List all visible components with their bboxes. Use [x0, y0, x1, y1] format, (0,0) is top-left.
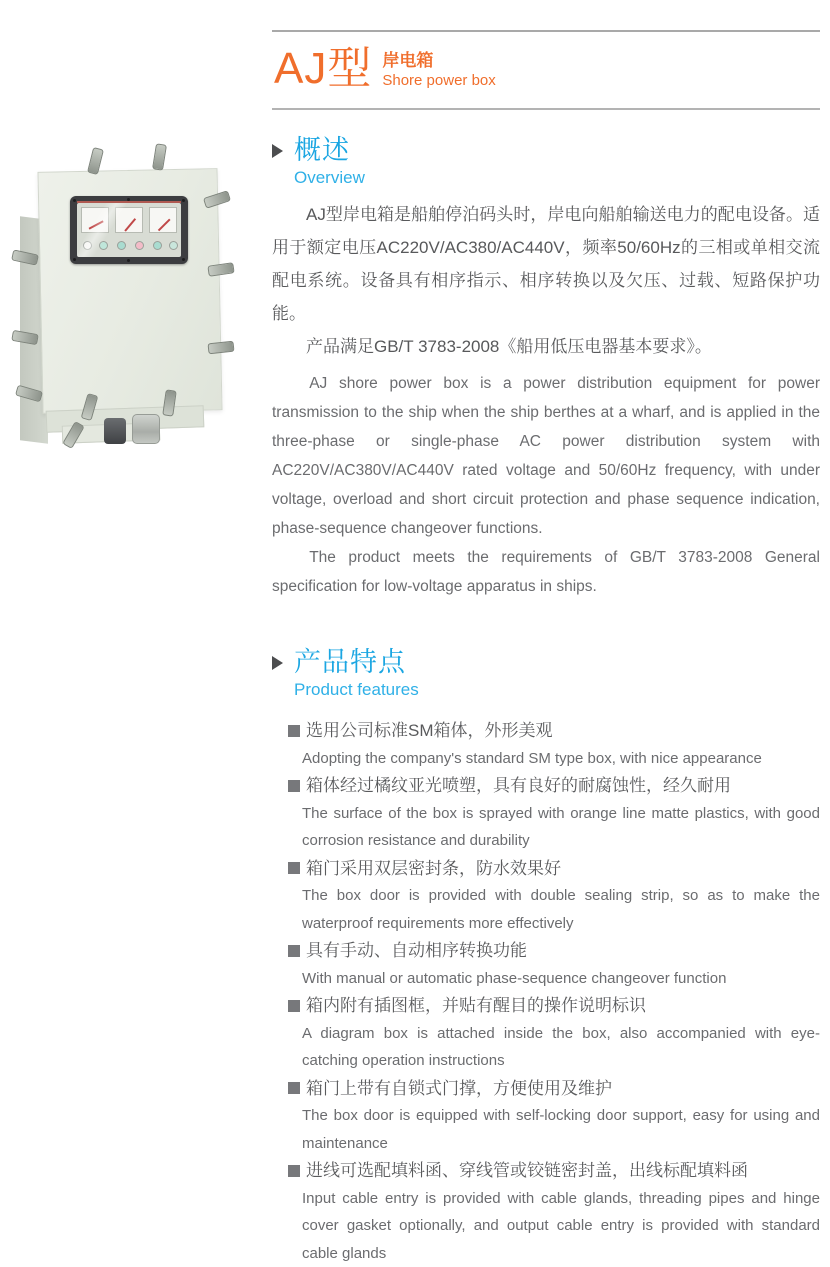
product-model: AJ型 — [274, 44, 372, 94]
feature-en: Adopting the company's standard SM type box, with nice appearance — [302, 745, 820, 773]
triangle-marker-icon — [272, 144, 283, 158]
bolt-icon — [73, 258, 76, 261]
overview-paragraph-zh-1: AJ型岸电箱是船舶停泊码头时，岸电向船舶输送电力的配电设备。适用于额定电压AC220V/AC380/AC440V，频率50/60Hz的三相或单相交流配电系统。设备具有相序指示、相序转换以及欠压、过载、短路保护功能。 — [272, 198, 820, 330]
indicator-light-icon — [153, 241, 162, 250]
feature-zh: 箱门上带有自锁式门撑，方便使用及维护 — [306, 1075, 612, 1103]
indicator-light-icon — [169, 241, 178, 250]
square-bullet-icon — [288, 1165, 300, 1177]
feature-item — [272, 717, 820, 772]
features-section-header — [272, 647, 820, 701]
cable-gland-icon — [132, 414, 160, 444]
bolt-icon — [182, 199, 185, 202]
feature-zh: 箱门采用双层密封条，防水效果好 — [306, 855, 561, 883]
indicator-light-icon — [135, 241, 144, 250]
product-title-block — [272, 32, 820, 108]
window-glass — [77, 203, 181, 257]
product-name-block — [382, 44, 495, 90]
feature-en: Input cable entry is provided with cable glands, threading pipes and hinge cover gasket optionally, and output cable entry is provided with standard cable glands — [302, 1185, 820, 1267]
meter-window — [70, 196, 188, 264]
square-bullet-icon — [288, 862, 300, 874]
latch-clamp-icon — [207, 262, 234, 277]
product-photo — [6, 156, 242, 456]
overview-title-zh: 概述 — [294, 135, 365, 166]
feature-list — [272, 717, 820, 1267]
feature-item — [272, 1157, 820, 1267]
feature-item — [272, 992, 820, 1075]
content-column — [272, 0, 820, 1267]
square-bullet-icon — [288, 1000, 300, 1012]
square-bullet-icon — [288, 1082, 300, 1094]
overview-paragraph-en-1: AJ shore power box is a power distribution equipment for power transmission to the ship when the ship berthes at a wharf, and is applied in the three-phase or single-phase AC power distribution system with AC220V/AC380V/AC440V rated voltage and 50/60Hz frequency, with under voltage, overload and short circuit protection and phase sequence indication, phase-sequence changeover functions. — [272, 369, 820, 543]
square-bullet-icon — [288, 725, 300, 737]
overview-section-header — [272, 135, 820, 189]
overview-paragraph-en-2: The product meets the requirements of GB/T 3783-2008 General specification for low-voltage apparatus in ships. — [272, 543, 820, 601]
bolt-icon — [127, 259, 130, 262]
indicator-light-icon — [117, 241, 126, 250]
feature-item — [272, 1075, 820, 1158]
feature-en: With manual or automatic phase-sequence changeover function — [302, 965, 820, 993]
latch-clamp-icon — [152, 143, 167, 170]
bolt-icon — [182, 258, 185, 261]
analog-meter-icon — [149, 207, 177, 233]
product-name-zh: 岸电箱 — [382, 51, 495, 71]
feature-zh: 具有手动、自动相序转换功能 — [306, 937, 527, 965]
overview-title-en: Overview — [294, 166, 365, 189]
square-bullet-icon — [288, 945, 300, 957]
feature-en: The surface of the box is sprayed with orange line matte plastics, with good corrosion resistance and durability — [302, 800, 820, 855]
feature-zh: 选用公司标准SM箱体，外形美观 — [306, 717, 553, 745]
feature-zh: 进线可选配填料函、穿线管或铰链密封盖，出线标配填料函 — [306, 1157, 748, 1185]
feature-zh: 箱内附有插图框，并贴有醒目的操作说明标识 — [306, 992, 646, 1020]
cable-gland-icon — [104, 418, 126, 444]
feature-en: The box door is provided with double sealing strip, so as to make the waterproof requirements more effectively — [302, 882, 820, 937]
product-name-en: Shore power box — [382, 71, 495, 90]
feature-item — [272, 937, 820, 992]
features-title-zh: 产品特点 — [294, 647, 419, 678]
triangle-marker-icon — [272, 656, 283, 670]
bolt-icon — [73, 199, 76, 202]
features-title-en: Product features — [294, 678, 419, 701]
feature-zh: 箱体经过橘纹亚光喷塑，具有良好的耐腐蚀性，经久耐用 — [306, 772, 731, 800]
feature-item — [272, 855, 820, 938]
feature-en: The box door is equipped with self-locking door support, easy for using and maintenance — [302, 1102, 820, 1157]
square-bullet-icon — [288, 780, 300, 792]
latch-clamp-icon — [207, 341, 234, 355]
overview-paragraph-zh-2: 产品满足GB/T 3783-2008《船用低压电器基本要求》。 — [272, 330, 820, 363]
feature-en: A diagram box is attached inside the box, also accompanied with eye-catching operation instructions — [302, 1020, 820, 1075]
feature-item — [272, 772, 820, 855]
header-divider — [272, 108, 820, 110]
